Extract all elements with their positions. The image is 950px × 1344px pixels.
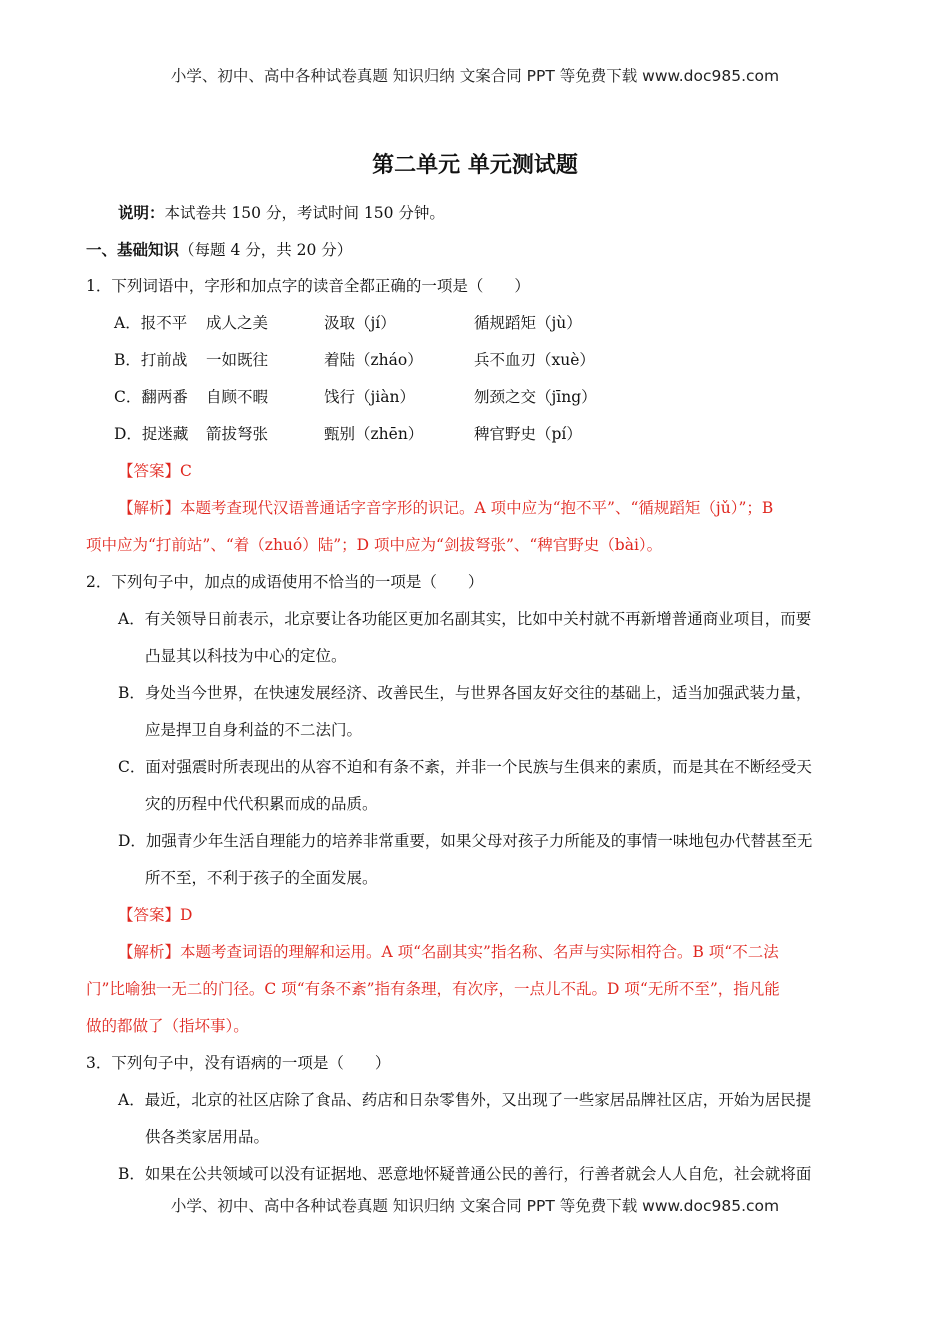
option-word: 自顾不暇	[206, 388, 269, 406]
q3-stem: 3．下列句子中，没有语病的一项是（ ）	[86, 1054, 391, 1072]
option-word: 兵不血刃（xuè）	[474, 351, 595, 369]
section-note: （每题 4 分，共 20 分）	[179, 241, 353, 259]
q3-option-a-line-1: A．最近，北京的社区店除了食品、药店和日杂零售外，又出现了一些家居品牌社区店，开始为居民提	[118, 1091, 812, 1109]
section-heading	[86, 231, 866, 268]
option-word: 成人之美	[206, 314, 269, 332]
page-title: 第二单元 单元测试题	[372, 153, 578, 178]
intro-label: 说明：	[118, 203, 165, 222]
option-word: 一如既往	[206, 351, 269, 369]
answer-value: D	[180, 906, 193, 924]
q3-option-b-line-1: B．如果在公共领域可以没有证据地、恶意地怀疑普通公民的善行，行善者就会人人自危，社会就将面	[118, 1165, 812, 1183]
option-word: 箭拔弩张	[206, 425, 269, 443]
q1-option-a	[86, 305, 866, 342]
analysis-label: 【解析】	[118, 943, 181, 961]
footer-banner: 小学、初中、高中各种试卷真题 知识归纳 文案合同 PPT 等免费下载 www.doc985.com	[170, 1197, 780, 1215]
q2-option-a-line-2: 凸显其以科技为中心的定位。	[145, 647, 347, 665]
q1-option-d	[86, 416, 866, 453]
section-title: 一、基础知识	[86, 240, 180, 259]
option-word: A．报不平	[114, 314, 188, 332]
option-word: 汲取（jí）	[324, 314, 396, 332]
option-word: C．翻两番	[114, 388, 188, 406]
answer-label: 【答案】	[118, 906, 181, 924]
q2-option-b-line-2: 应是捍卫自身利益的不二法门。	[145, 721, 363, 739]
q2-option-a-line-1: A．有关领导日前表示，北京要让各功能区更加名副其实，比如中关村就不再新增普通商业项目，而要	[118, 610, 812, 628]
option-word: D．捉迷藏	[114, 425, 189, 443]
q2-option-b-line-1: B．身处当今世界，在快速发展经济、改善民生，与世界各国友好交往的基础上，适当加强武装力量，	[118, 684, 812, 702]
analysis-label: 【解析】	[118, 499, 181, 517]
document-body	[86, 194, 866, 1193]
answer-label: 【答案】	[118, 462, 181, 480]
analysis-text: 本题考查现代汉语普通话字音字形的识记。A 项中应为“抱不平”、“循规蹈矩（jǔ）”；B	[180, 499, 774, 517]
q1-option-c	[86, 379, 866, 416]
q1-analysis-line-1	[86, 490, 866, 527]
q2-analysis-line-1	[86, 934, 866, 971]
option-word: 着陆（zháo）	[324, 351, 423, 369]
option-word: 稗官野史（pí）	[474, 425, 582, 443]
analysis-text: 本题考查词语的理解和运用。A 项“名副其实”指名称、名声与实际相符合。B 项“不二法	[180, 943, 779, 961]
q1-analysis-line-2: 项中应为“打前站”、“着（zhuó）陆”；D 项中应为“剑拔弩张”、“稗官野史（bài）。	[86, 536, 663, 554]
q1-option-b	[86, 342, 866, 379]
q2-option-d-line-2: 所不至，不利于孩子的全面发展。	[145, 869, 378, 887]
q2-answer	[86, 897, 866, 934]
option-word: 刎颈之交（jīng）	[474, 388, 597, 406]
q2-stem: 2．下列句子中，加点的成语使用不恰当的一项是（ ）	[86, 573, 484, 591]
option-word: 饯行（jiàn）	[324, 388, 415, 406]
intro-line	[86, 194, 866, 231]
q2-analysis-line-3: 做的都做了（指坏事）。	[86, 1017, 249, 1035]
q3-option-a-line-2: 供各类家居用品。	[145, 1128, 270, 1146]
intro-text: 本试卷共 150 分，考试时间 150 分钟。	[164, 204, 445, 222]
q2-analysis-line-2: 门”比喻独一无二的门径。C 项“有条不紊”指有条理，有次序，一点儿不乱。D 项“无所不至”，指凡能	[86, 980, 780, 998]
option-word: 循规蹈矩（jù）	[474, 314, 582, 332]
option-word: 甄别（zhēn）	[324, 425, 424, 443]
option-word: B．打前战	[114, 351, 188, 369]
header-banner: 小学、初中、高中各种试卷真题 知识归纳 文案合同 PPT 等免费下载 www.doc985.com	[170, 67, 780, 85]
q2-option-c-line-1: C．面对强震时所表现出的从容不迫和有条不紊，并非一个民族与生俱来的素质，而是其在不断经受天	[118, 758, 812, 776]
q1-answer	[86, 453, 866, 490]
q2-option-c-line-2: 灾的历程中代代积累而成的品质。	[145, 795, 378, 813]
answer-value: C	[180, 462, 192, 480]
q2-option-d-line-1: D．加强青少年生活自理能力的培养非常重要，如果父母对孩子力所能及的事情一味地包办代替甚至无	[118, 832, 813, 850]
q1-stem: 1．下列词语中，字形和加点字的读音全都正确的一项是（ ）	[86, 277, 530, 295]
